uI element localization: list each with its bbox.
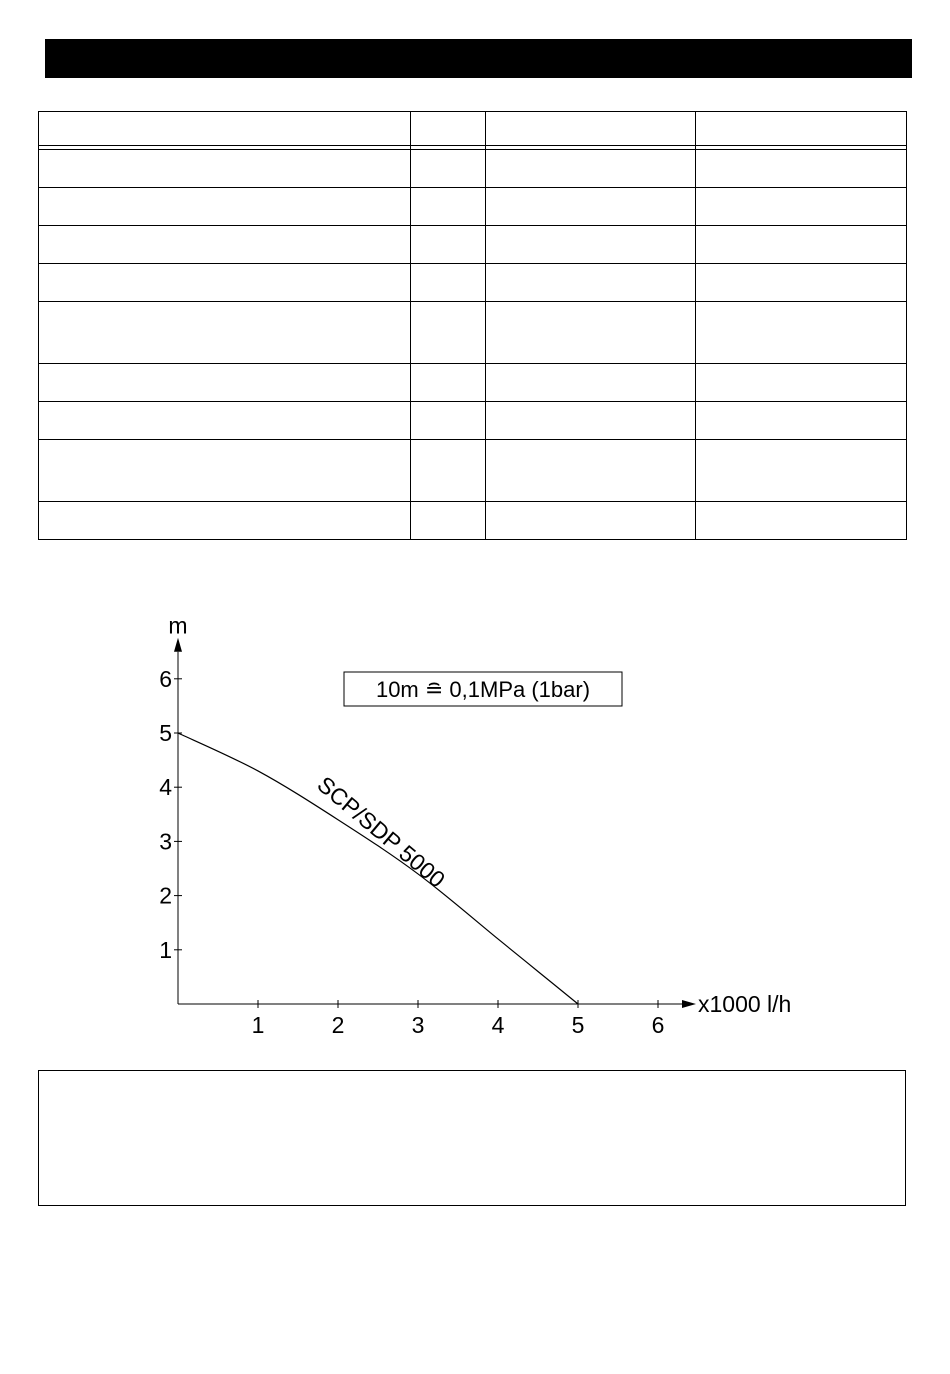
annotation-text: 10m ≘ 0,1MPa (1bar): [375, 677, 591, 702]
chart-labels: [168, 613, 791, 1017]
x-tick-label: 2: [331, 1012, 345, 1038]
y-tick-label: 2: [159, 882, 172, 909]
y-axis-label: m: [168, 612, 188, 639]
pump-curve-chart: [100, 600, 840, 1050]
table-row: [39, 440, 907, 502]
table-row: [39, 302, 907, 364]
notes-box: [38, 1070, 906, 1206]
y-tick-label: 5: [159, 720, 172, 746]
y-tick-label: 3: [159, 828, 172, 855]
y-tick-label: 6: [159, 665, 172, 692]
series-line: [178, 733, 578, 1004]
table-row: [39, 150, 907, 188]
table-row: [39, 402, 907, 440]
series-label: SCP/SDP 5000: [312, 771, 451, 893]
y-tick-label: 4: [159, 774, 172, 801]
table-row: [39, 188, 907, 226]
spec-table: [38, 111, 907, 540]
table-header-row: [39, 112, 907, 146]
table-row: [39, 226, 907, 264]
x-axis-label: x1000 l/h: [698, 991, 792, 1017]
x-tick-label: 3: [411, 1012, 425, 1038]
x-tick-label: 4: [491, 1012, 505, 1038]
chart-svg: [100, 600, 840, 1050]
x-axis-arrow: [682, 1000, 696, 1008]
x-tick-label: 6: [651, 1012, 665, 1038]
table-row: [39, 264, 907, 302]
table-row: [39, 502, 907, 540]
y-axis-arrow: [174, 638, 182, 652]
chart-series: [178, 733, 578, 1004]
y-tick-label: 1: [159, 936, 172, 963]
x-tick-label: 1: [251, 1012, 265, 1038]
x-tick-label: 5: [571, 1012, 585, 1038]
table-row: [39, 364, 907, 402]
header-bar: [45, 39, 912, 78]
